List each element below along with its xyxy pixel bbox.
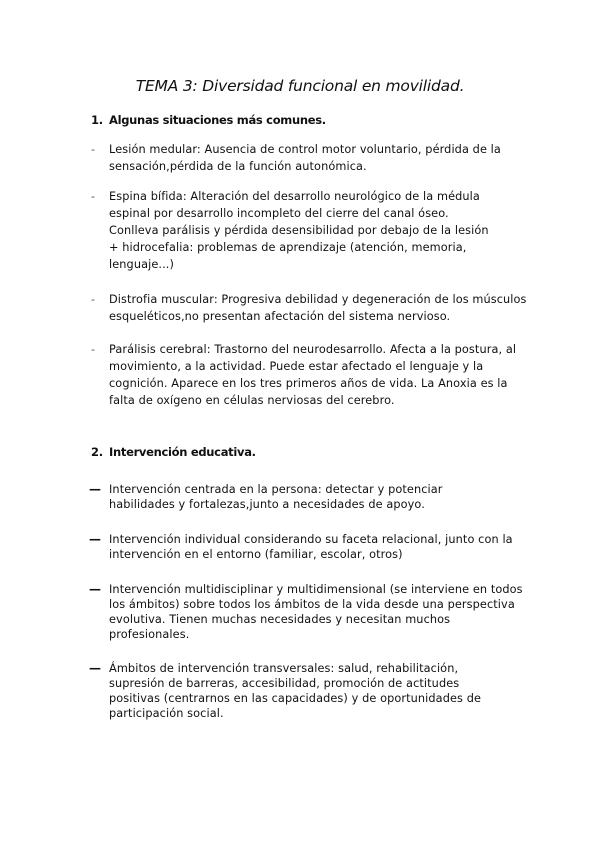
list-item-text: Intervención centrada en la persona: detectar y potenciar habilidades y fortalezas,junto a necesidades de apoyo. bbox=[109, 483, 443, 511]
bullet-dash: - bbox=[91, 343, 96, 356]
list-item bbox=[91, 341, 531, 409]
bullet-emdash: — bbox=[89, 482, 102, 496]
bullet-emdash: — bbox=[89, 661, 102, 675]
list-item-text: Distrofia muscular: Progresiva debilidad y degeneración de los músculos esqueléticos,no presentan afectación del sistema nervioso. bbox=[109, 293, 527, 323]
list-item-text: Parálisis cerebral: Trastorno del neurodesarrollo. Afecta a la postura, al movimiento, a la actividad. Puede estar afectado el lenguaje y la cognición. Aparece en los tres primeros años de vida. La Anoxia es la falta de oxígeno en células nerviosas del cerebro. bbox=[109, 343, 517, 407]
section-heading-text: Algunas situaciones más comunes. bbox=[109, 113, 326, 127]
section-heading-text: Intervención educativa. bbox=[109, 445, 256, 459]
list-item bbox=[91, 141, 531, 175]
list-item-text: Ámbitos de intervención transversales: salud, rehabilitación, supresión de barreras, accesibilidad, promoción de actitudes positivas (centrarnos en las capacidades) y de oportunidades de participación social. bbox=[109, 662, 482, 720]
list-item-text: Espina bífida: Alteración del desarrollo neurológico de la médula espinal por desarrollo incompleto del cierre del canal óseo. Conlleva parálisis y pérdida desensibilidad por debajo de la lesión + hidrocefalia: problemas de aprendizaje (atención, memoria, lenguaje...) bbox=[109, 190, 489, 271]
bullet-emdash: — bbox=[89, 582, 102, 596]
bullet-dash: - bbox=[91, 190, 96, 203]
bullet-dash: - bbox=[91, 293, 96, 306]
bullet-dash: - bbox=[91, 143, 96, 156]
page-title: TEMA 3: Diversidad funcional en movilidad. bbox=[135, 77, 465, 95]
list-item bbox=[91, 582, 531, 642]
list-item-text: Intervención individual considerando su faceta relacional, junto con la intervención en el entorno (familiar, escolar, otros) bbox=[109, 533, 513, 561]
list-item bbox=[91, 482, 531, 512]
list-item bbox=[91, 188, 531, 273]
list-item-text: Intervención multidisciplinar y multidimensional (se interviene en todos los ámbitos) sobre todos los ámbitos de la vida desde una perspectiva evolutiva. Tienen muchas necesidades y necesitan muchos profesionales. bbox=[109, 583, 523, 641]
bullet-emdash: — bbox=[89, 532, 102, 546]
list-item bbox=[91, 661, 531, 721]
list-item-text: Lesión medular: Ausencia de control motor voluntario, pérdida de la sensación,pérdida de la función autonómica. bbox=[109, 143, 501, 173]
section-number: 1. bbox=[91, 113, 103, 127]
section-heading-2 bbox=[91, 445, 256, 459]
section-number: 2. bbox=[91, 445, 103, 459]
section-heading-1 bbox=[91, 113, 326, 127]
list-item bbox=[91, 291, 531, 325]
list-item bbox=[91, 532, 531, 562]
